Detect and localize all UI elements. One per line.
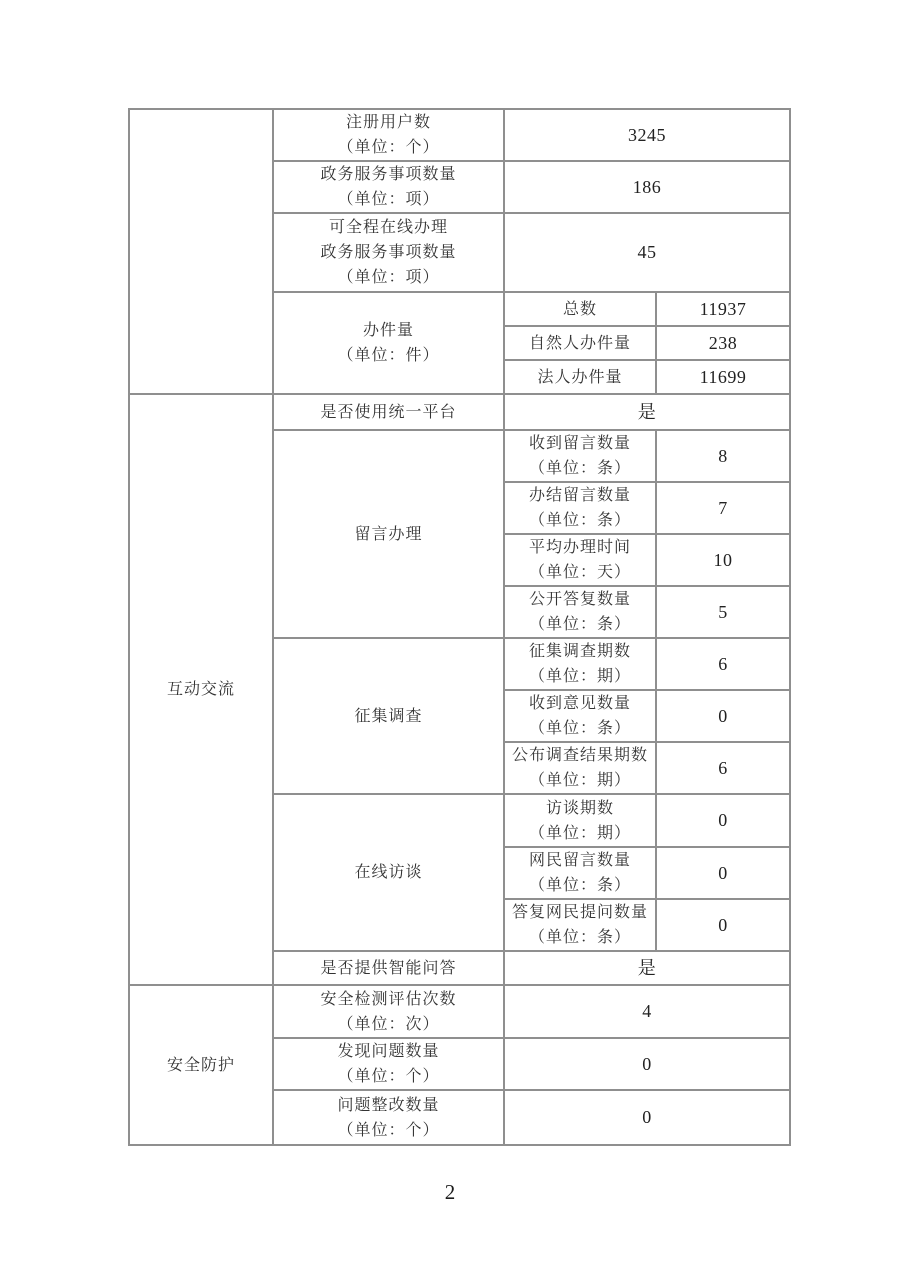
metric-label: 是否提供智能问答: [273, 951, 504, 985]
submetric-label: 总数: [504, 292, 656, 326]
submetric-label: [504, 847, 656, 899]
metric-label: [273, 161, 504, 213]
submetric-unit-line: （单位：条）: [528, 877, 631, 894]
submetric-unit-line: （单位：条）: [528, 512, 631, 529]
submetric-label: [504, 482, 656, 534]
submetric-unit-line: （单位：条）: [528, 616, 631, 633]
submetric-label-line: 办结留言数量: [528, 487, 631, 504]
submetric-unit-line: （单位：条）: [528, 720, 631, 737]
table-row: [129, 109, 790, 161]
metric-value: 186: [504, 161, 790, 213]
metric-value: 是: [504, 394, 790, 430]
metric-value: 3245: [504, 109, 790, 161]
submetric-label: [504, 638, 656, 690]
metric-label-line: 安全检测评估次数: [320, 990, 457, 1008]
submetric-value: 11937: [656, 292, 790, 326]
submetric-label: [504, 430, 656, 482]
submetric-unit-line: （单位：期）: [528, 668, 631, 685]
submetric-label-line: 公开答复数量: [528, 591, 631, 608]
submetric-label-line: 答复网民提问数量: [511, 904, 648, 921]
metric-label-line: 问题整改数量: [337, 1096, 440, 1114]
submetric-label-line: 网民留言数量: [528, 852, 631, 869]
submetric-value: 8: [656, 430, 790, 482]
submetric-label: [504, 534, 656, 586]
group-label: [273, 292, 504, 394]
metric-value: 0: [504, 1090, 790, 1145]
group-label: 征集调查: [273, 638, 504, 794]
group-unit-line: （单位：件）: [337, 347, 440, 364]
metric-unit-line: （单位：个）: [337, 139, 440, 156]
submetric-label: [504, 690, 656, 742]
submetric-unit-line: （单位：期）: [528, 772, 631, 789]
metric-label-line: 注册用户数: [345, 114, 431, 131]
submetric-value: 6: [656, 638, 790, 690]
submetric-value: 0: [656, 899, 790, 951]
submetric-value: 5: [656, 586, 790, 638]
submetric-label: [504, 794, 656, 847]
submetric-label-line: 征集调查期数: [528, 643, 631, 660]
metric-unit-line: （单位：项）: [337, 191, 440, 208]
submetric-value: 7: [656, 482, 790, 534]
group-label: 留言办理: [273, 430, 504, 638]
submetric-value: 0: [656, 847, 790, 899]
metric-label: 是否使用统一平台: [273, 394, 504, 430]
metric-label: [273, 109, 504, 161]
group-label: 在线访谈: [273, 794, 504, 951]
submetric-unit-line: （单位：条）: [528, 929, 631, 946]
metric-value: 4: [504, 985, 790, 1038]
metric-unit-line: （单位：次）: [337, 1015, 440, 1033]
submetric-value: 0: [656, 690, 790, 742]
annual-report-table: [128, 108, 791, 1146]
submetric-label-line: 访谈期数: [545, 799, 614, 817]
submetric-value: 10: [656, 534, 790, 586]
submetric-value: 6: [656, 742, 790, 794]
submetric-unit-line: （单位：天）: [528, 564, 631, 581]
submetric-unit-line: （单位：期）: [528, 824, 631, 842]
metric-unit-line: （单位：个）: [337, 1068, 440, 1085]
metric-label-line: 发现问题数量: [337, 1043, 440, 1060]
submetric-label-line: 平均办理时间: [528, 539, 631, 556]
submetric-label-line: 收到留言数量: [528, 435, 631, 452]
metric-label-line: 政务服务事项数量: [320, 244, 457, 261]
submetric-unit-line: （单位：条）: [528, 460, 631, 477]
submetric-value: 238: [656, 326, 790, 360]
table-row: [129, 394, 790, 430]
submetric-label-line: 公布调查结果期数: [511, 747, 648, 764]
category-cell-blank: [129, 109, 273, 394]
metric-label-line: 可全程在线办理: [328, 219, 448, 236]
submetric-label-line: 收到意见数量: [528, 695, 631, 712]
metric-value: 是: [504, 951, 790, 985]
metric-unit-line: （单位：个）: [337, 1121, 440, 1139]
submetric-label: 法人办件量: [504, 360, 656, 394]
submetric-label: [504, 899, 656, 951]
metric-label-line: 政务服务事项数量: [320, 166, 457, 183]
submetric-label: [504, 742, 656, 794]
submetric-value: 11699: [656, 360, 790, 394]
table-row: [129, 985, 790, 1038]
category-cell-security: 安全防护: [129, 985, 273, 1145]
submetric-label: 自然人办件量: [504, 326, 656, 360]
metric-label: [273, 985, 504, 1038]
metric-unit-line: （单位：项）: [337, 269, 440, 286]
metric-label: [273, 1038, 504, 1090]
metric-label: [273, 1090, 504, 1145]
group-label-line: 办件量: [362, 322, 414, 339]
submetric-label: [504, 586, 656, 638]
metric-value: 45: [504, 213, 790, 292]
submetric-value: 0: [656, 794, 790, 847]
metric-value: 0: [504, 1038, 790, 1090]
page-number: 2: [444, 1180, 456, 1204]
metric-label: [273, 213, 504, 292]
category-cell-interaction: 互动交流: [129, 394, 273, 985]
